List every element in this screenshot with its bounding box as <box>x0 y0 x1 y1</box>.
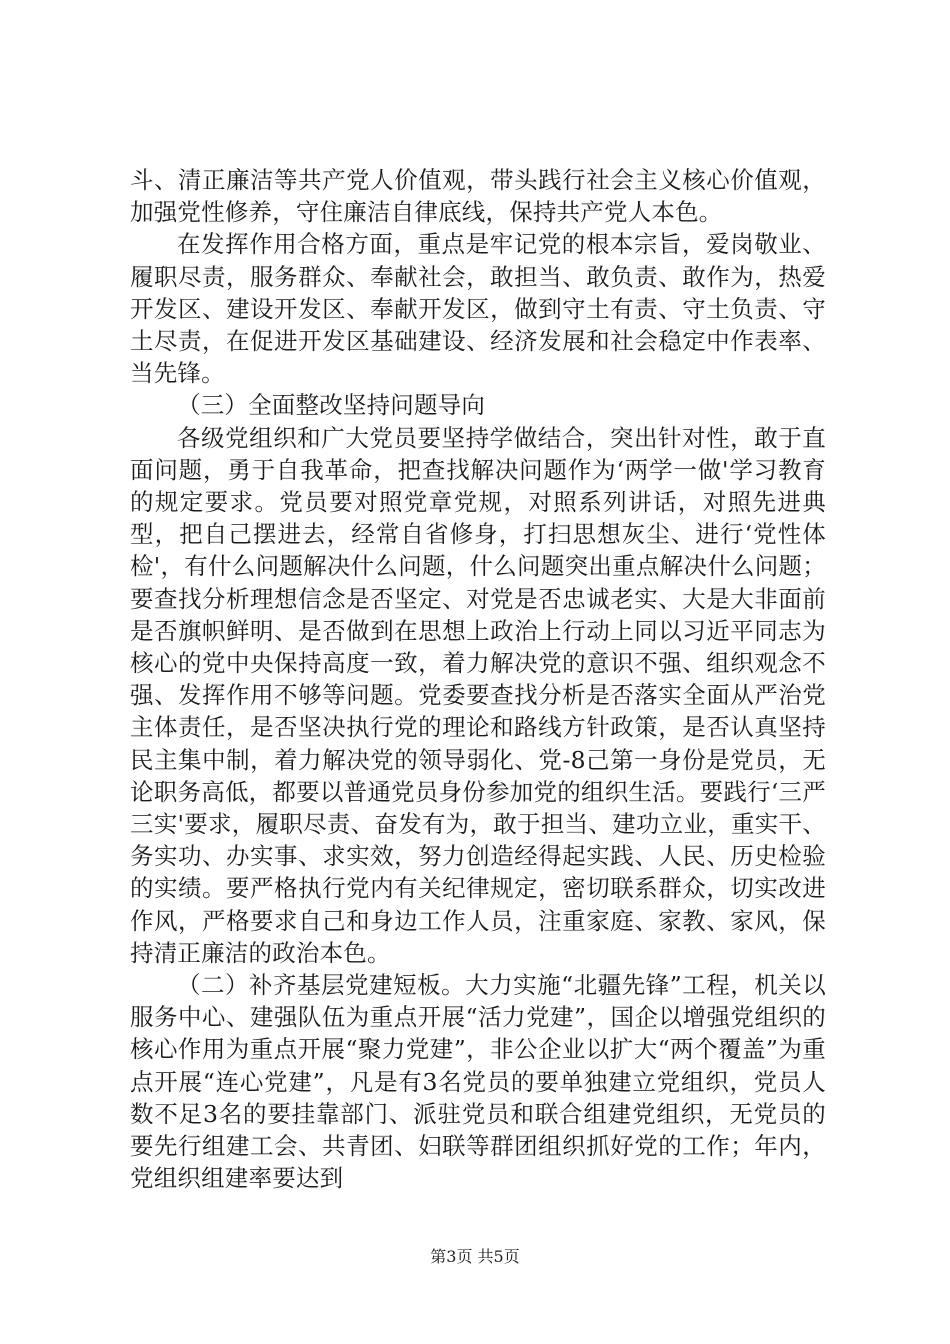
page-number-footer: 第3页 共5页 <box>430 1247 520 1266</box>
section-heading: （三）全面整改坚持问题导向 <box>177 391 486 420</box>
paragraph-1: 斗、清正廉洁等共产党人价值观，带头践行社会主义核心价值观，加强党性修养，守住廉洁自律底线，保持共产党人本色。 <box>130 166 826 227</box>
document-body <box>130 164 826 1195</box>
paragraph-5: （二）补齐基层党建短板。大力实施“北疆先锋”工程，机关以服务中心、建强队伍为重点开展“活力党建”，国企以增强党组织的核心作用为重点开展“聚力党建”，非公企业以扩大“两个覆盖”为重点开展“连心党建”，凡是有3名党员的要单独建立党组织，党员人数不足3名的要挂靠部门、派驻党员和联合组建党组织，无党员的要先行组建工会、共青团、妇联等群团组织抓好党的工作；年内，党组织组建率要达到 <box>130 971 826 1193</box>
paragraph-4: 各级党组织和广大党员要坚持学做结合，突出针对性，敢于直面问题，勇于自我革命，把查找解决问题作为‘两学一做'学习教育的规定要求。党员要对照党章党规，对照系列讲话，对照先进典型，把自己摆进去，经常自省修身，打扫思想灰尘、进行‘党性体检'，有什么问题解决什么问题，什么问题突出重点解决什么问题；要查找分析理想信念是否坚定、对党是否忠诚老实、大是大非面前是否旗帜鲜明、是否做到在思想上政治上行动上同以习近平同志为核心的党中央保持高度一致，着力解决党的意识不强、组织观念不强、发挥作用不够等问题。党委要查找分析是否落实全面从严治党主体责任，是否坚决执行党的理论和路线方针政策，是否认真坚持民主集中制，着力解决党的领导弱化、党-8己第一身份是党员，无论职务高低，都要以普通党员身份参加党的组织生活。要践行‘三严三实'要求，履职尽责、奋发有为，敢于担当、建功立业，重实干、务实功、办实事、求实效，努力创造经得起实践、人民、历史检验的实绩。要严格执行党内有关纪律规定，密切联系群众，切实改进作风，严格要求自己和身边工作人员，注重家庭、家教、家风，保持清正廉洁的政治本色。 <box>130 423 826 967</box>
paragraph-2: 在发挥作用合格方面，重点是牢记党的根本宗旨，爱岗敬业、履职尽责，服务群众、奉献社会，敢担当、敢负责、敢作为，热爱开发区、建设开发区、奉献开发区，做到守土有责、守土负责、守土尽责，在促进开发区基础建设、经济发展和社会稳定中作表率、当先锋。 <box>130 230 826 388</box>
